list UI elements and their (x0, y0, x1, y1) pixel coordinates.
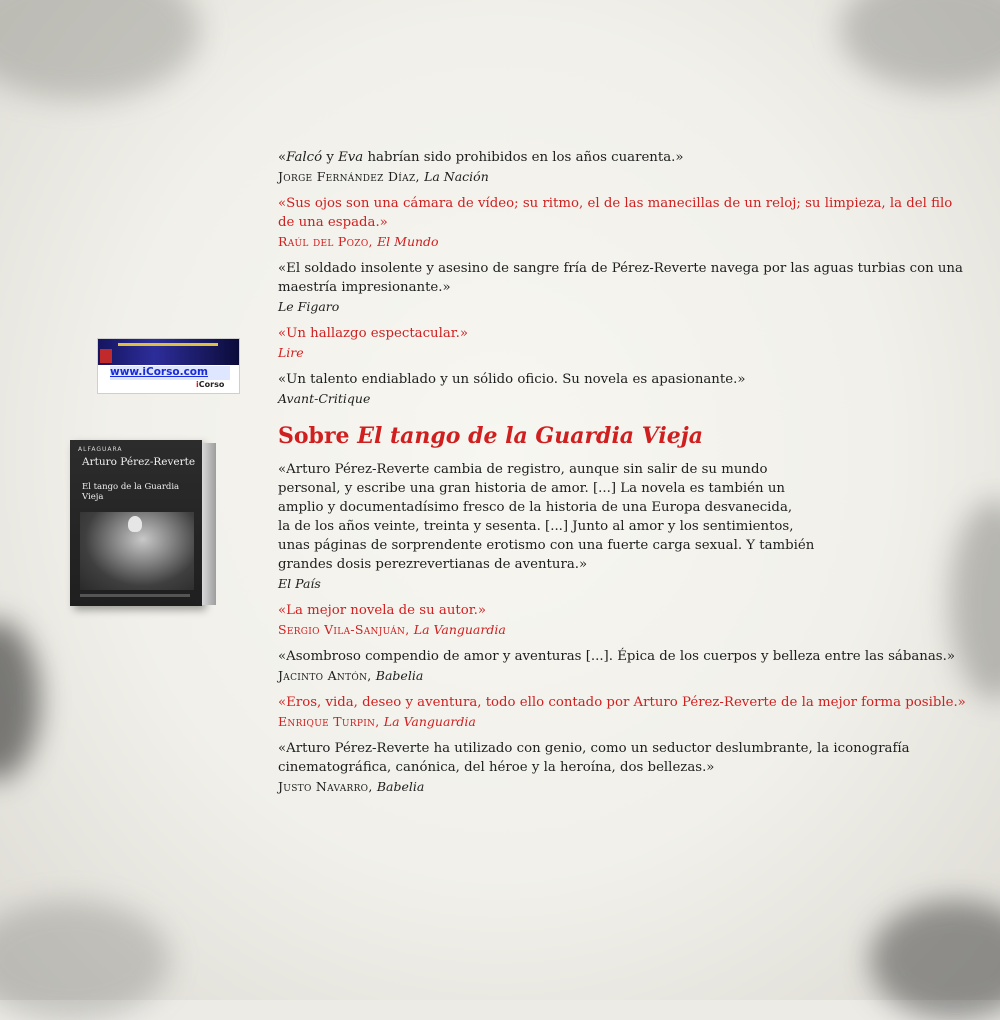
book-cover (70, 440, 216, 608)
review-block (278, 148, 968, 186)
banner-header-strip (98, 339, 239, 365)
icorso-logo (196, 380, 224, 389)
review-attribution: Lire (278, 345, 304, 360)
review-block (278, 739, 968, 796)
review-quote: «El soldado insolente y asesino de sangre fría de Pérez-Reverte navega por las aguas turbias con una maestría impresionante.» (278, 261, 963, 295)
review-attribution: Avant-Critique (278, 391, 371, 406)
review-quote: «La mejor novela de su autor.» (278, 603, 486, 618)
book-spine (202, 443, 216, 605)
review-attribution: Raúl del Pozo, El Mundo (278, 234, 439, 249)
review-quote: «Asombroso compendio de amor y aventuras [...]. Épica de los cuerpos y belleza entre las sábanas.» (278, 649, 955, 664)
review-attribution: Enrique Turpin, La Vanguardia (278, 714, 476, 729)
cover-photo (80, 512, 194, 590)
paper-stain (0, 0, 200, 100)
review-attribution: El País (278, 576, 321, 591)
review-quote: «Sus ojos son una cámara de vídeo; su ritmo, el de las manecillas de un reloj; su limpieza, la del filo de una espada.» (278, 196, 953, 230)
book-author: Arturo Pérez-Reverte (82, 456, 196, 468)
section-heading: Sobre El tango de la Guardia Vieja (278, 423, 703, 449)
review-quote: «Un hallazgo espectacular.» (278, 326, 469, 341)
book-publisher: ALFAGUARA (78, 446, 123, 453)
review-attribution: Sergio Vila-Sanjuán, La Vanguardia (278, 622, 506, 637)
review-attribution: Jacinto Antón, Babelia (278, 668, 424, 683)
review-quote: «Falcó y Eva habrían sido prohibidos en los años cuarenta.» (278, 150, 684, 165)
review-block (278, 370, 968, 408)
logo-prefix: i (196, 380, 199, 389)
review-block (278, 647, 968, 685)
review-block (278, 194, 968, 251)
paper-stain (0, 620, 40, 780)
icorso-banner[interactable] (97, 338, 240, 394)
review-quote: «Arturo Pérez-Reverte cambia de registro, aunque sin salir de su mundo personal, y escribe una gran historia de amor. [...] La novela es también un amplio y documentadísimo fresco de la historia de una Europa desvanecida, la de los años veinte, treinta y sesenta. [...] Junto al amor y los sentimientos, unas páginas de sorprendente erotismo con una fuerte carga sexual. Y también grandes dosis perezrevertianas de aventura.» (278, 462, 815, 572)
banner-url-link[interactable]: www.iCorso.com (110, 366, 230, 380)
review-block (278, 259, 968, 316)
review-attribution: Le Figaro (278, 299, 340, 314)
review-attribution: Justo Navarro, Babelia (278, 779, 425, 794)
review-quote: «Arturo Pérez-Reverte ha utilizado con genio, como un seductor deslumbrante, la iconografía cinematográfica, canónica, del héroe y la heroína, dos bellezas.» (278, 741, 910, 775)
review-quote: «Eros, vida, deseo y aventura, todo ello contado por Arturo Pérez-Reverte de la mejor forma posible.» (278, 695, 966, 710)
reviews-column (278, 148, 968, 804)
book-front (70, 440, 202, 606)
review-attribution: Jorge Fernández Díaz, La Nación (278, 169, 489, 184)
review-block (278, 460, 968, 593)
logo-text: Corso (198, 380, 225, 389)
paper-stain (870, 900, 1000, 1020)
paper-stain (0, 900, 170, 1020)
paper-stain (840, 0, 1000, 90)
review-block (278, 601, 968, 639)
review-block (278, 693, 968, 731)
review-block (278, 324, 968, 362)
review-quote: «Un talento endiablado y un sólido oficio. Su novela es apasionante.» (278, 372, 746, 387)
cover-strip (80, 594, 190, 597)
book-title: El tango de la Guardia Vieja (82, 482, 180, 502)
